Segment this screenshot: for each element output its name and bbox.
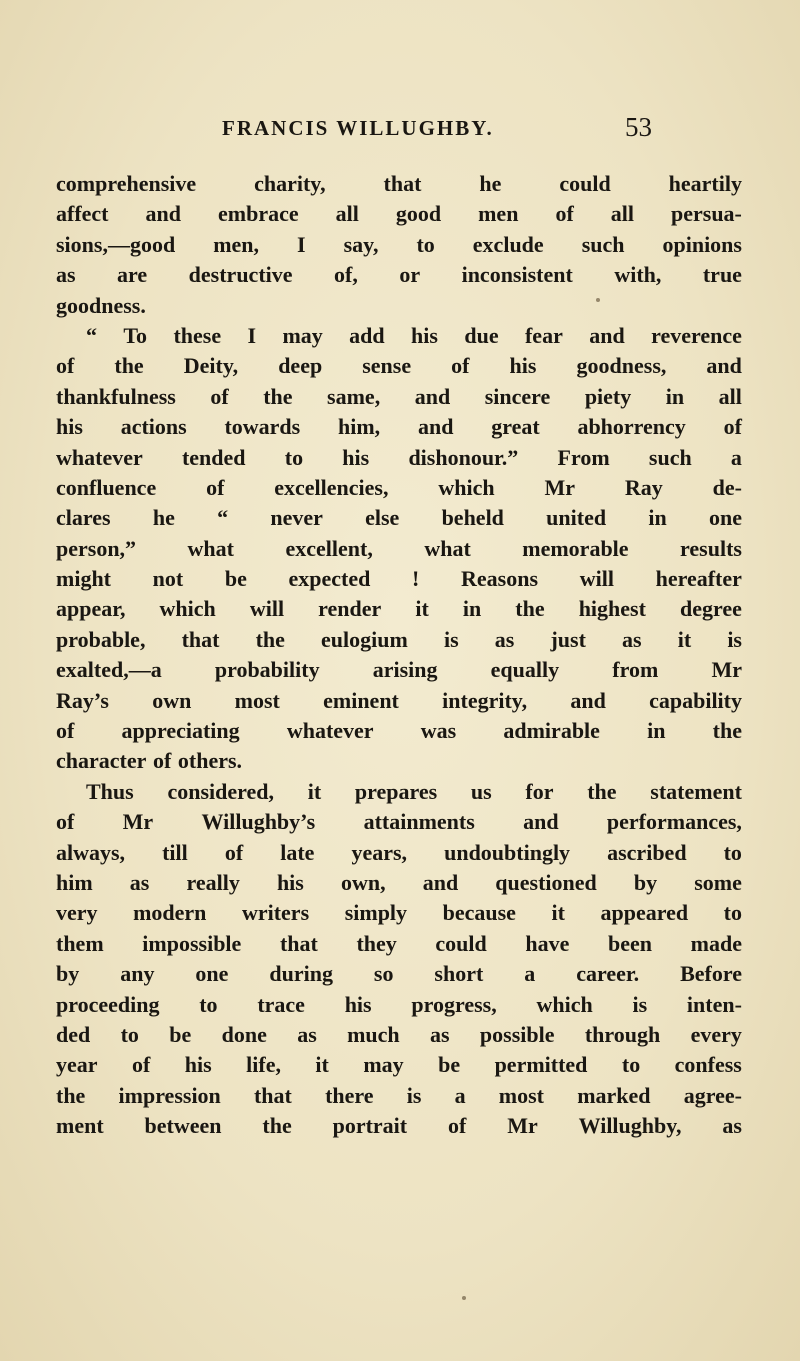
text-line (56, 716, 742, 746)
word: Thus (86, 778, 134, 804)
word: appear, (56, 596, 126, 622)
word: as (494, 626, 515, 652)
word: Ray (624, 474, 663, 500)
word: person,” (56, 535, 137, 561)
word: just (550, 626, 586, 652)
word: there (325, 1082, 374, 1108)
word: deep (278, 353, 323, 379)
word: admirable (503, 718, 600, 744)
word: capability (649, 687, 742, 713)
text-line (56, 169, 742, 199)
word: writers (241, 900, 310, 926)
word: all (718, 383, 742, 409)
word: as (430, 1021, 450, 1047)
word: ! (412, 566, 420, 592)
word: is (632, 991, 648, 1017)
word: sions,—good (56, 231, 176, 257)
word: towards (224, 414, 301, 440)
word: to (284, 444, 304, 470)
word: of (210, 383, 229, 409)
word: simply (344, 900, 408, 926)
word: of (152, 748, 172, 774)
word: as (56, 262, 76, 288)
word: Reasons (461, 566, 539, 592)
word: in (648, 505, 667, 531)
word: really (186, 869, 240, 895)
word: ded (56, 1021, 91, 1047)
running-title: FRANCIS WILLUGHBY. (222, 116, 494, 140)
word: confluence (56, 474, 157, 500)
word: and (706, 353, 742, 379)
word: Mr (544, 474, 575, 500)
word: that (279, 930, 318, 956)
word: one (195, 961, 229, 987)
word: to (723, 900, 742, 926)
word: inten- (686, 991, 742, 1017)
word: comprehensive (56, 171, 197, 196)
word: the (255, 626, 285, 652)
word: abhorrency (577, 414, 686, 440)
word: of (131, 1052, 151, 1078)
word: a (524, 961, 536, 987)
word: attainments (363, 809, 475, 835)
word: men, (213, 231, 260, 257)
word: sense (362, 353, 412, 379)
word: “ (86, 322, 97, 348)
text-line (56, 990, 742, 1020)
word: Mr (122, 809, 154, 835)
word: that (253, 1082, 292, 1108)
text-line (56, 929, 742, 959)
text-line (56, 594, 742, 624)
word: us (470, 778, 492, 804)
word: with, (614, 262, 662, 288)
word: and (422, 869, 459, 895)
word: of (206, 474, 225, 500)
word: heartily (668, 171, 742, 196)
word: his (344, 991, 372, 1017)
text-line (56, 473, 742, 503)
word: whatever (286, 718, 374, 744)
word: the (515, 596, 545, 622)
word: prepares (354, 778, 438, 804)
text-line (56, 564, 742, 594)
word: what (187, 535, 234, 561)
word: great (491, 414, 540, 440)
word: hereafter (655, 566, 742, 592)
word: never (270, 505, 323, 531)
word: life, (246, 1052, 281, 1078)
paper-speck (596, 298, 600, 302)
word: eminent (323, 687, 399, 713)
word: the (712, 718, 742, 744)
word: between (144, 1113, 222, 1139)
word: one (708, 505, 742, 531)
word: ascribed (607, 839, 687, 865)
word: Ray’s (56, 687, 109, 713)
word: portrait (332, 1113, 408, 1139)
word: all (335, 201, 359, 227)
word: united (546, 505, 607, 531)
word: persua- (671, 201, 742, 227)
word: Deity, (183, 353, 239, 379)
word: reverence (651, 322, 742, 348)
word: of, (334, 262, 358, 288)
word: of (224, 839, 244, 865)
word: highest (578, 596, 646, 622)
word: piety (584, 383, 632, 409)
word: equally (490, 657, 560, 683)
word: as (622, 626, 642, 652)
word: it (307, 778, 322, 804)
word: a (730, 444, 742, 470)
word: of (451, 353, 470, 379)
word: Willughby, (578, 1113, 682, 1139)
word: his (276, 869, 304, 895)
word: they (356, 930, 397, 956)
word: short (434, 961, 484, 987)
word: Willughby’s (201, 809, 316, 835)
word: whatever (56, 444, 143, 470)
word: by (56, 961, 80, 987)
word: them (56, 930, 104, 956)
word: it (677, 626, 692, 652)
text-line (56, 412, 742, 442)
word: as (129, 869, 150, 895)
word: all (610, 201, 634, 227)
word: it (415, 596, 429, 622)
word: probability (214, 657, 320, 683)
word: is (443, 626, 459, 652)
word: appreciating (121, 718, 240, 744)
word: the (114, 353, 144, 379)
word: sincere (484, 383, 551, 409)
word: modern (133, 900, 207, 926)
word: destructive (188, 262, 293, 288)
word: from (612, 657, 659, 683)
word: his (342, 444, 370, 470)
word: much (347, 1021, 400, 1047)
word: may (363, 1052, 404, 1078)
word: probable, (56, 626, 146, 652)
word: Mr (711, 657, 742, 683)
word: have (525, 930, 570, 956)
word: might (56, 566, 111, 592)
text-line (56, 777, 742, 807)
text-line (56, 351, 742, 381)
word: opinions (662, 231, 742, 257)
word: of (555, 201, 574, 227)
word: his (56, 414, 83, 440)
text-line (56, 503, 742, 533)
word: Mr (507, 1113, 538, 1139)
word: as (722, 1113, 742, 1139)
word: most (498, 1082, 544, 1108)
running-head (222, 112, 652, 152)
word: of (56, 809, 75, 835)
word: such (581, 231, 625, 257)
word: and (570, 687, 606, 713)
word: will (249, 596, 285, 622)
word: of (56, 353, 75, 379)
word: be (224, 566, 247, 592)
text-line (56, 260, 742, 290)
word: that (383, 171, 422, 196)
word: of (448, 1113, 467, 1139)
word: made (690, 930, 742, 956)
word: due (464, 322, 499, 348)
word: that (181, 626, 220, 652)
word: to (416, 231, 435, 257)
page-number: 53 (625, 112, 652, 142)
word: I (297, 231, 306, 257)
word: the (587, 778, 617, 804)
word: because (442, 900, 516, 926)
word: goodness. (56, 292, 146, 318)
text-line (56, 1020, 742, 1050)
word: which (159, 596, 216, 622)
text-line (56, 1081, 742, 1111)
word: to (723, 839, 742, 865)
word: him (56, 869, 93, 895)
word: memorable (522, 535, 629, 561)
word: in (647, 718, 666, 744)
word: goodness, (576, 353, 667, 379)
text-line (56, 625, 742, 655)
word: some (694, 869, 742, 895)
word: render (318, 596, 382, 622)
text-line (56, 1050, 742, 1080)
word: as (297, 1021, 317, 1047)
word: excellencies, (274, 474, 389, 500)
word: during (269, 961, 333, 987)
word: could (435, 930, 487, 956)
word: which (438, 474, 495, 500)
word: career. (576, 961, 640, 987)
word: impossible (142, 930, 242, 956)
word: to (621, 1052, 641, 1078)
text-line (56, 959, 742, 989)
body-text (56, 169, 742, 1142)
word: “ (217, 505, 229, 531)
word: it (551, 900, 565, 926)
word: always, (56, 839, 126, 865)
word: by (633, 869, 658, 895)
text-line (56, 230, 742, 260)
word: a (454, 1082, 466, 1108)
word: same, (327, 383, 381, 409)
word: others. (177, 748, 243, 774)
word: of (56, 718, 75, 744)
word: possible (479, 1021, 555, 1047)
word: his (184, 1052, 212, 1078)
word: and (145, 201, 181, 227)
word: fear (524, 322, 563, 348)
word: most (234, 687, 280, 713)
word: year (56, 1052, 98, 1078)
word: and (417, 414, 454, 440)
word: excellent, (285, 535, 373, 561)
text-line (56, 321, 742, 351)
word: appeared (600, 900, 689, 926)
word: own, (340, 869, 386, 895)
word: late (280, 839, 315, 865)
text-line (56, 807, 742, 837)
word: till (162, 839, 188, 865)
word: any (120, 961, 155, 987)
word: to (120, 1021, 139, 1047)
word: these (173, 322, 222, 348)
word: very (56, 900, 98, 926)
word: Before (680, 961, 742, 987)
text-line (56, 291, 742, 321)
word: undoubtingly (444, 839, 571, 865)
word: performances, (606, 809, 742, 835)
word: not (152, 566, 184, 592)
word: every (690, 1021, 742, 1047)
word: through (584, 1021, 661, 1047)
word: may (282, 322, 323, 348)
word: proceeding (56, 991, 160, 1017)
word: it (315, 1052, 329, 1078)
word: permitted (494, 1052, 588, 1078)
word: his (509, 353, 537, 379)
text-line (56, 746, 742, 776)
word: men (478, 201, 519, 227)
text-line (56, 443, 742, 473)
text-line (56, 655, 742, 685)
word: statement (650, 778, 742, 804)
word: I (247, 322, 257, 348)
word: he (479, 171, 502, 196)
word: him, (338, 414, 381, 440)
word: ment (56, 1113, 104, 1139)
word: integrity, (442, 687, 528, 713)
text-line (56, 898, 742, 928)
word: results (680, 535, 742, 561)
word: is (406, 1082, 422, 1108)
word: good (395, 201, 442, 227)
word: in (665, 383, 685, 409)
word: and (414, 383, 451, 409)
word: exalted,—a (56, 657, 162, 683)
word: he (152, 505, 175, 531)
word: the (56, 1082, 86, 1108)
word: else (365, 505, 400, 531)
word: true (702, 262, 742, 288)
word: eulogium (321, 626, 408, 652)
word: dishonour.” (408, 444, 519, 470)
word: confess (674, 1052, 742, 1078)
word: progress, (411, 991, 497, 1017)
word: be (169, 1021, 192, 1047)
word: the (262, 1113, 292, 1139)
word: been (608, 930, 653, 956)
text-line (56, 382, 742, 412)
word: embrace (218, 201, 299, 227)
word: and (523, 809, 559, 835)
word: exclude (472, 231, 544, 257)
word: inconsistent (461, 262, 573, 288)
word: marked (577, 1082, 651, 1108)
text-line (56, 686, 742, 716)
paper-speck (462, 1296, 466, 1300)
text-line (56, 1111, 742, 1141)
word: To (123, 322, 148, 348)
word: the (263, 383, 293, 409)
word: thankfulness (56, 383, 176, 409)
word: for (525, 778, 554, 804)
text-line (56, 534, 742, 564)
text-line (56, 838, 742, 868)
word: which (536, 991, 593, 1017)
word: are (117, 262, 148, 288)
word: done (221, 1021, 267, 1047)
word: actions (120, 414, 187, 440)
word: own (152, 687, 192, 713)
word: beheld (441, 505, 504, 531)
word: so (373, 961, 394, 987)
word: clares (56, 505, 111, 531)
word: was (420, 718, 457, 744)
word: impression (118, 1082, 221, 1108)
word: character (56, 748, 147, 774)
word: expected (288, 566, 371, 592)
word: be (438, 1052, 461, 1078)
text-line (56, 868, 742, 898)
word: charity, (254, 171, 326, 196)
word: or (399, 262, 421, 288)
word: add (349, 322, 385, 348)
word: considered, (167, 778, 274, 804)
word: questioned (495, 869, 597, 895)
word: trace (257, 991, 305, 1017)
word: could (559, 171, 611, 196)
word: arising (372, 657, 438, 683)
word: in (462, 596, 482, 622)
text-line (56, 199, 742, 229)
word: say, (343, 231, 379, 257)
word: is (727, 626, 742, 652)
word: degree (680, 596, 742, 622)
word: tended (181, 444, 246, 470)
word: From (557, 444, 610, 470)
word: affect (56, 201, 109, 227)
word: to (199, 991, 218, 1017)
word: years, (351, 839, 408, 865)
word: of (723, 414, 742, 440)
word: agree- (683, 1082, 742, 1108)
word: de- (712, 474, 742, 500)
word: such (648, 444, 692, 470)
word: his (411, 322, 438, 348)
word: will (579, 566, 614, 592)
word: and (589, 322, 625, 348)
word: what (424, 535, 471, 561)
